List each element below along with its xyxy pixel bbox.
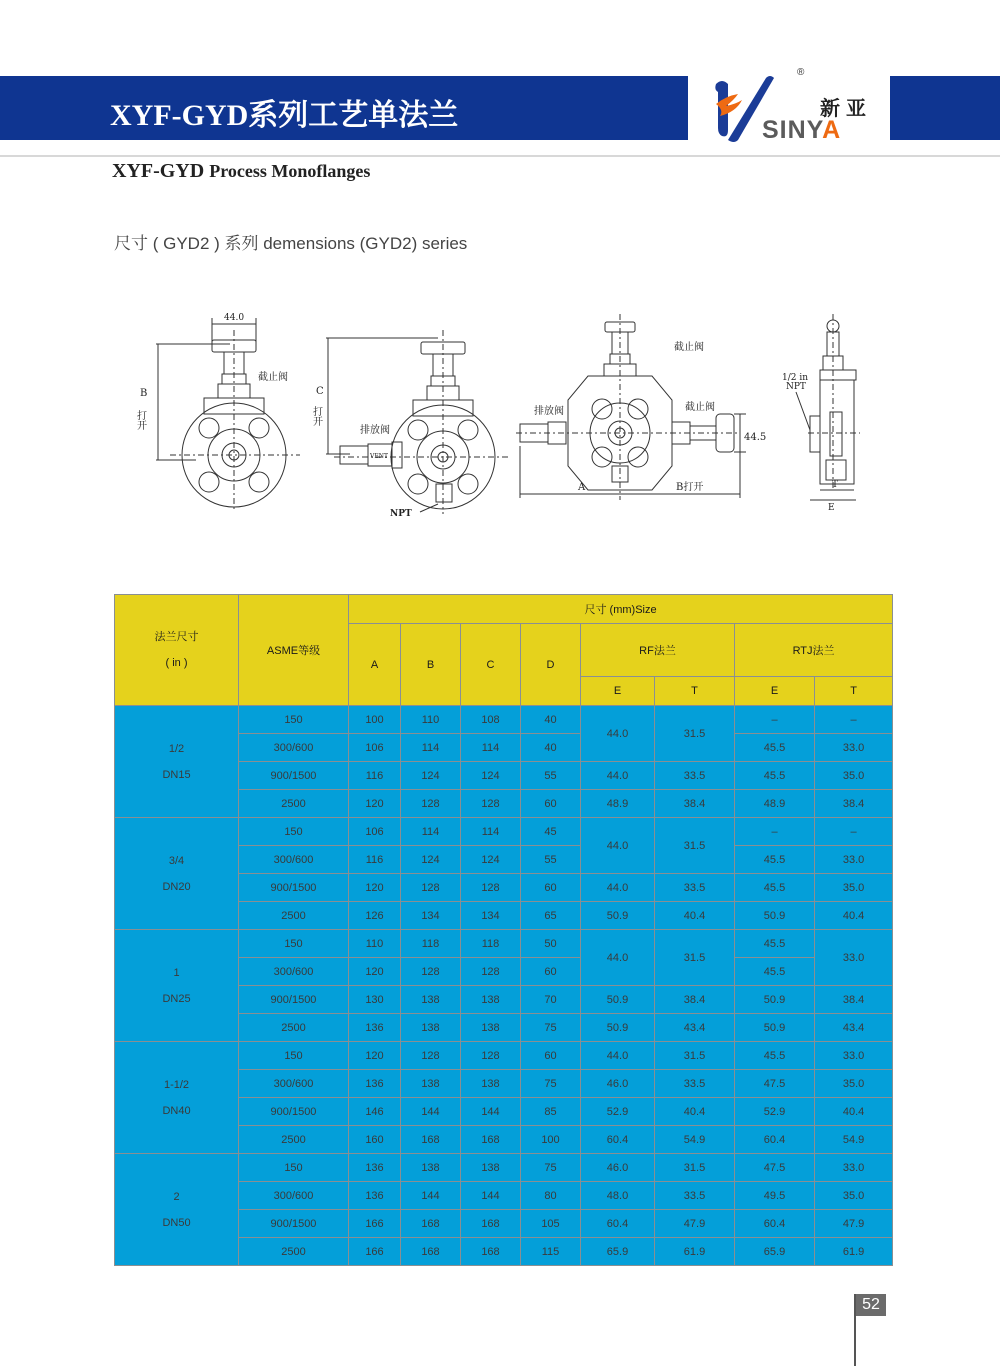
asme-cell: 2500 bbox=[239, 1126, 349, 1154]
size-in: 1 bbox=[173, 966, 180, 979]
b-cell: 128 bbox=[401, 958, 461, 986]
table-row bbox=[115, 930, 893, 958]
asme-cell: 900/1500 bbox=[239, 874, 349, 902]
size-cell bbox=[115, 1154, 239, 1266]
globe-valve-label-3: 截止阀 bbox=[685, 402, 715, 413]
drawing-side-view bbox=[782, 314, 860, 513]
header-size: 尺寸 (mm)Size bbox=[349, 595, 893, 624]
asme-cell: 2500 bbox=[239, 1014, 349, 1042]
d-cell: 55 bbox=[521, 762, 581, 790]
asme-cell: 300/600 bbox=[239, 846, 349, 874]
b-cell: 114 bbox=[401, 734, 461, 762]
rf-t-cell: 43.4 bbox=[655, 1014, 735, 1042]
rf-e-cell: 65.9 bbox=[581, 1238, 655, 1266]
a-cell: 120 bbox=[349, 790, 401, 818]
rtj-t-cell: – bbox=[815, 818, 893, 846]
asme-cell: 150 bbox=[239, 1042, 349, 1070]
rtj-e-cell: 45.5 bbox=[735, 734, 815, 762]
size-in: 1/2 bbox=[168, 742, 185, 755]
c-cell: 108 bbox=[461, 706, 521, 734]
technical-drawings bbox=[120, 300, 880, 530]
c-cell: 168 bbox=[461, 1210, 521, 1238]
rf-e-cell: 44.0 bbox=[581, 706, 655, 762]
rtj-e-cell: 50.9 bbox=[735, 1014, 815, 1042]
dim-44-label: 44.0 bbox=[224, 313, 245, 323]
section-title: 尺寸 ( GYD2 ) 系列 demensions (GYD2) series bbox=[114, 234, 468, 253]
half-inch-label: 1/2 in bbox=[782, 373, 809, 383]
rf-e-cell: 50.9 bbox=[581, 902, 655, 930]
b-cell: 138 bbox=[401, 1154, 461, 1182]
rf-t-cell: 31.5 bbox=[655, 818, 735, 874]
rtj-e-cell: 65.9 bbox=[735, 1238, 815, 1266]
subtitle bbox=[112, 160, 370, 183]
rf-t-cell: 33.5 bbox=[655, 1182, 735, 1210]
rf-e-cell: 44.0 bbox=[581, 818, 655, 874]
asme-cell: 150 bbox=[239, 706, 349, 734]
size-cell bbox=[115, 930, 239, 1042]
rtj-t-cell: 35.0 bbox=[815, 1070, 893, 1098]
table-row bbox=[115, 1042, 893, 1070]
rf-t-cell: 54.9 bbox=[655, 1126, 735, 1154]
header-a: A bbox=[349, 624, 401, 706]
rtj-t-cell: 33.0 bbox=[815, 1042, 893, 1070]
b-cell: 168 bbox=[401, 1238, 461, 1266]
c-cell: 168 bbox=[461, 1238, 521, 1266]
header-rf: RF法兰 bbox=[581, 624, 735, 677]
dim-e-label: E bbox=[828, 503, 835, 513]
rtj-t-cell: 33.0 bbox=[815, 846, 893, 874]
dimensions-table bbox=[114, 594, 893, 1266]
a-cell: 166 bbox=[349, 1210, 401, 1238]
a-cell: 116 bbox=[349, 846, 401, 874]
page-title: XYF-GYD系列工艺单法兰 bbox=[110, 99, 459, 132]
b-cell: 138 bbox=[401, 1070, 461, 1098]
d-cell: 55 bbox=[521, 846, 581, 874]
rf-t-cell: 47.9 bbox=[655, 1210, 735, 1238]
header-d: D bbox=[521, 624, 581, 706]
rf-e-cell: 60.4 bbox=[581, 1210, 655, 1238]
a-cell: 166 bbox=[349, 1238, 401, 1266]
size-in: 1-1/2 bbox=[163, 1078, 190, 1091]
dim-c-label: C bbox=[316, 386, 324, 397]
c-cell: 128 bbox=[461, 790, 521, 818]
d-cell: 115 bbox=[521, 1238, 581, 1266]
b-cell: 168 bbox=[401, 1210, 461, 1238]
d-cell: 105 bbox=[521, 1210, 581, 1238]
size-dn: DN40 bbox=[162, 1104, 191, 1117]
vent-valve-label-1: 排放阀 bbox=[360, 425, 390, 436]
rtj-e-cell: – bbox=[735, 818, 815, 846]
npt-label-2: NPT bbox=[786, 382, 806, 392]
asme-cell: 300/600 bbox=[239, 1182, 349, 1210]
b-cell: 138 bbox=[401, 1014, 461, 1042]
a-cell: 110 bbox=[349, 930, 401, 958]
rf-e-cell: 48.9 bbox=[581, 790, 655, 818]
open-label-1: 打开 bbox=[134, 410, 146, 430]
d-cell: 80 bbox=[521, 1182, 581, 1210]
drawing-vent-view bbox=[311, 330, 511, 519]
size-in: 2 bbox=[173, 1190, 180, 1203]
d-cell: 85 bbox=[521, 1098, 581, 1126]
asme-cell: 150 bbox=[239, 818, 349, 846]
asme-cell: 2500 bbox=[239, 902, 349, 930]
rtj-e-cell: 45.5 bbox=[735, 846, 815, 874]
vent-valve-label-2: 排放阀 bbox=[534, 406, 564, 417]
rf-e-cell: 46.0 bbox=[581, 1154, 655, 1182]
b-cell: 128 bbox=[401, 874, 461, 902]
asme-cell: 300/600 bbox=[239, 1070, 349, 1098]
rf-t-cell: 38.4 bbox=[655, 986, 735, 1014]
globe-valve-label-1: 截止阀 bbox=[258, 372, 288, 383]
globe-valve-label-2: 截止阀 bbox=[674, 342, 704, 353]
rtj-e-cell: 45.5 bbox=[735, 958, 815, 986]
header-rtj-e: E bbox=[735, 677, 815, 706]
dim-44-5-label: 44.5 bbox=[744, 432, 767, 443]
subtitle-series: XYF-GYD bbox=[112, 160, 205, 182]
rtj-t-cell: 35.0 bbox=[815, 874, 893, 902]
d-cell: 50 bbox=[521, 930, 581, 958]
b-cell: 124 bbox=[401, 762, 461, 790]
rtj-t-cell: 35.0 bbox=[815, 762, 893, 790]
rtj-t-cell: 54.9 bbox=[815, 1126, 893, 1154]
rtj-e-cell: 47.5 bbox=[735, 1154, 815, 1182]
rf-e-cell: 48.0 bbox=[581, 1182, 655, 1210]
c-cell: 124 bbox=[461, 846, 521, 874]
c-cell: 138 bbox=[461, 1154, 521, 1182]
rtj-t-cell: 33.0 bbox=[815, 734, 893, 762]
c-cell: 114 bbox=[461, 734, 521, 762]
rf-e-cell: 50.9 bbox=[581, 986, 655, 1014]
d-cell: 60 bbox=[521, 874, 581, 902]
c-cell: 128 bbox=[461, 1042, 521, 1070]
asme-cell: 900/1500 bbox=[239, 1098, 349, 1126]
d-cell: 70 bbox=[521, 986, 581, 1014]
c-cell: 168 bbox=[461, 1126, 521, 1154]
b-cell: 118 bbox=[401, 930, 461, 958]
asme-cell: 300/600 bbox=[239, 958, 349, 986]
c-cell: 128 bbox=[461, 958, 521, 986]
rf-e-cell: 60.4 bbox=[581, 1126, 655, 1154]
rf-t-cell: 31.5 bbox=[655, 1042, 735, 1070]
rtj-e-cell: 50.9 bbox=[735, 902, 815, 930]
header-b: B bbox=[401, 624, 461, 706]
rtj-e-cell: 45.5 bbox=[735, 930, 815, 958]
header-flange-size-unit: ( in ) bbox=[165, 657, 188, 669]
rtj-e-cell: 45.5 bbox=[735, 1042, 815, 1070]
rf-t-cell: 31.5 bbox=[655, 706, 735, 762]
subtitle-name: Process Monoflanges bbox=[209, 161, 371, 181]
rf-t-cell: 40.4 bbox=[655, 1098, 735, 1126]
c-cell: 144 bbox=[461, 1182, 521, 1210]
a-cell: 136 bbox=[349, 1182, 401, 1210]
rtj-e-cell: 47.5 bbox=[735, 1070, 815, 1098]
rf-t-cell: 33.5 bbox=[655, 1070, 735, 1098]
rf-e-cell: 44.0 bbox=[581, 762, 655, 790]
a-cell: 136 bbox=[349, 1070, 401, 1098]
d-cell: 100 bbox=[521, 1126, 581, 1154]
table-row bbox=[115, 706, 893, 734]
rf-t-cell: 33.5 bbox=[655, 874, 735, 902]
rf-t-cell: 38.4 bbox=[655, 790, 735, 818]
a-cell: 106 bbox=[349, 818, 401, 846]
rf-t-cell: 31.5 bbox=[655, 1154, 735, 1182]
header-rf-t: T bbox=[655, 677, 735, 706]
size-dn: DN50 bbox=[162, 1216, 191, 1229]
rtj-e-cell: 60.4 bbox=[735, 1126, 815, 1154]
size-dn: DN25 bbox=[162, 992, 191, 1005]
rtj-t-cell: 35.0 bbox=[815, 1182, 893, 1210]
header-divider bbox=[0, 155, 1000, 157]
b-cell: 144 bbox=[401, 1182, 461, 1210]
c-cell: 144 bbox=[461, 1098, 521, 1126]
header-rtj-t: T bbox=[815, 677, 893, 706]
a-cell: 130 bbox=[349, 986, 401, 1014]
b-cell: 168 bbox=[401, 1126, 461, 1154]
vent-stamp-1: VENT bbox=[370, 453, 388, 460]
a-cell: 100 bbox=[349, 706, 401, 734]
a-cell: 160 bbox=[349, 1126, 401, 1154]
rtj-t-cell: 40.4 bbox=[815, 902, 893, 930]
rtj-t-cell: – bbox=[815, 706, 893, 734]
dim-a-label: A bbox=[578, 482, 586, 493]
rf-e-cell: 44.0 bbox=[581, 874, 655, 902]
table-row bbox=[115, 818, 893, 846]
a-cell: 116 bbox=[349, 762, 401, 790]
asme-cell: 150 bbox=[239, 930, 349, 958]
header-flange-size-cn: 法兰尺寸 bbox=[154, 631, 199, 643]
a-cell: 106 bbox=[349, 734, 401, 762]
b-cell: 114 bbox=[401, 818, 461, 846]
c-cell: 124 bbox=[461, 762, 521, 790]
registered-mark: ® bbox=[797, 67, 805, 78]
a-cell: 146 bbox=[349, 1098, 401, 1126]
b-cell: 110 bbox=[401, 706, 461, 734]
c-cell: 134 bbox=[461, 902, 521, 930]
a-cell: 120 bbox=[349, 1042, 401, 1070]
rf-t-cell: 33.5 bbox=[655, 762, 735, 790]
b-cell: 128 bbox=[401, 790, 461, 818]
size-cell bbox=[115, 1042, 239, 1154]
d-cell: 40 bbox=[521, 706, 581, 734]
open-label-2: 打开 bbox=[310, 406, 322, 426]
d-cell: 40 bbox=[521, 734, 581, 762]
a-cell: 136 bbox=[349, 1154, 401, 1182]
b-cell: 144 bbox=[401, 1098, 461, 1126]
brand-english bbox=[762, 116, 841, 145]
d-cell: 60 bbox=[521, 790, 581, 818]
asme-cell: 900/1500 bbox=[239, 762, 349, 790]
header-banner-right bbox=[890, 76, 1000, 140]
header-c: C bbox=[461, 624, 521, 706]
asme-cell: 900/1500 bbox=[239, 1210, 349, 1238]
asme-cell: 150 bbox=[239, 1154, 349, 1182]
dim-t-label: T bbox=[832, 480, 839, 490]
d-cell: 75 bbox=[521, 1070, 581, 1098]
drawing-front-view bbox=[135, 313, 301, 512]
rtj-e-cell: 45.5 bbox=[735, 874, 815, 902]
dim-b-open-label: B打开 bbox=[676, 482, 704, 493]
rf-t-cell: 31.5 bbox=[655, 930, 735, 986]
rtj-e-cell: 52.9 bbox=[735, 1098, 815, 1126]
brand-chinese: 新亚 bbox=[820, 96, 872, 120]
header-flange-size bbox=[115, 595, 239, 706]
c-cell: 138 bbox=[461, 986, 521, 1014]
size-cell bbox=[115, 706, 239, 818]
b-cell: 124 bbox=[401, 846, 461, 874]
rf-e-cell: 44.0 bbox=[581, 1042, 655, 1070]
b-cell: 138 bbox=[401, 986, 461, 1014]
c-cell: 138 bbox=[461, 1070, 521, 1098]
size-cell bbox=[115, 818, 239, 930]
drawing-top-view bbox=[516, 314, 766, 500]
rtj-t-cell: 61.9 bbox=[815, 1238, 893, 1266]
d-cell: 65 bbox=[521, 902, 581, 930]
size-dn: DN20 bbox=[162, 880, 191, 893]
d-cell: 45 bbox=[521, 818, 581, 846]
d-cell: 75 bbox=[521, 1014, 581, 1042]
c-cell: 128 bbox=[461, 874, 521, 902]
rtj-e-cell: 60.4 bbox=[735, 1210, 815, 1238]
rf-t-cell: 40.4 bbox=[655, 902, 735, 930]
asme-cell: 2500 bbox=[239, 1238, 349, 1266]
drawings-svg bbox=[120, 300, 880, 530]
d-cell: 60 bbox=[521, 1042, 581, 1070]
rtj-t-cell: 47.9 bbox=[815, 1210, 893, 1238]
a-cell: 126 bbox=[349, 902, 401, 930]
page-number: 52 bbox=[856, 1294, 886, 1316]
rtj-t-cell: 38.4 bbox=[815, 986, 893, 1014]
b-cell: 134 bbox=[401, 902, 461, 930]
rf-e-cell: 50.9 bbox=[581, 1014, 655, 1042]
header-rtj: RTJ法兰 bbox=[735, 624, 893, 677]
rtj-e-cell: 50.9 bbox=[735, 986, 815, 1014]
d-cell: 75 bbox=[521, 1154, 581, 1182]
rtj-e-cell: 48.9 bbox=[735, 790, 815, 818]
brand-english-main: SINY bbox=[762, 116, 823, 144]
asme-cell: 2500 bbox=[239, 790, 349, 818]
rf-t-cell: 61.9 bbox=[655, 1238, 735, 1266]
rtj-t-cell: 33.0 bbox=[815, 1154, 893, 1182]
rf-e-cell: 52.9 bbox=[581, 1098, 655, 1126]
a-cell: 120 bbox=[349, 958, 401, 986]
rf-e-cell: 44.0 bbox=[581, 930, 655, 986]
c-cell: 118 bbox=[461, 930, 521, 958]
d-cell: 60 bbox=[521, 958, 581, 986]
b-cell: 128 bbox=[401, 1042, 461, 1070]
rtj-t-cell: 33.0 bbox=[815, 930, 893, 986]
header-asme: ASME等级 bbox=[239, 595, 349, 706]
rtj-e-cell: 45.5 bbox=[735, 762, 815, 790]
c-cell: 138 bbox=[461, 1014, 521, 1042]
rtj-e-cell: – bbox=[735, 706, 815, 734]
rtj-e-cell: 49.5 bbox=[735, 1182, 815, 1210]
asme-cell: 300/600 bbox=[239, 734, 349, 762]
rtj-t-cell: 40.4 bbox=[815, 1098, 893, 1126]
table-row bbox=[115, 1154, 893, 1182]
a-cell: 120 bbox=[349, 874, 401, 902]
rtj-t-cell: 38.4 bbox=[815, 790, 893, 818]
c-cell: 114 bbox=[461, 818, 521, 846]
brand-english-last: A bbox=[822, 116, 842, 144]
header-rf-e: E bbox=[581, 677, 655, 706]
npt-label-1: NPT bbox=[390, 509, 412, 519]
rf-e-cell: 46.0 bbox=[581, 1070, 655, 1098]
size-dn: DN15 bbox=[162, 768, 191, 781]
asme-cell: 900/1500 bbox=[239, 986, 349, 1014]
size-in: 3/4 bbox=[168, 854, 185, 867]
dim-b-label: B bbox=[140, 388, 148, 399]
a-cell: 136 bbox=[349, 1014, 401, 1042]
rtj-t-cell: 43.4 bbox=[815, 1014, 893, 1042]
